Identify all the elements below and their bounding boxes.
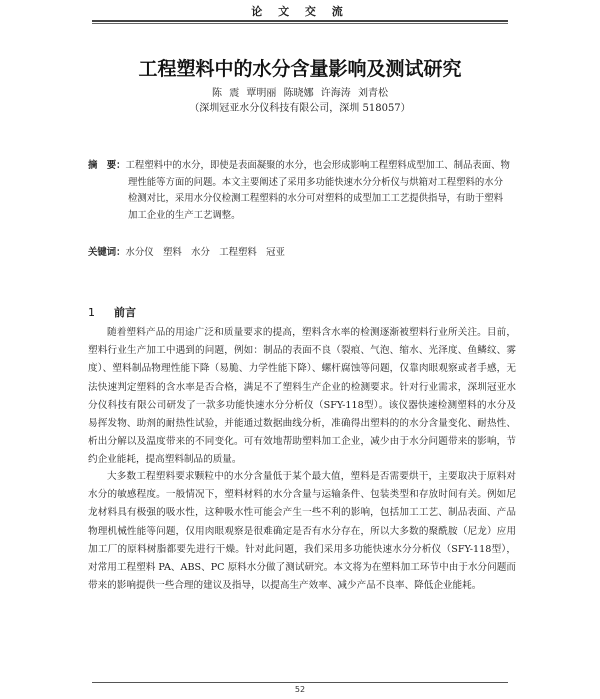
section-number: 1	[88, 306, 95, 319]
keywords-block	[88, 244, 512, 258]
body-paragraph: 大多数工程塑料要求颗粒中的水分含量低于某个最大值，塑料是否需要烘干，主要取决于原料对水分的敏感程度。一般情况下，塑料材料的水分含量与运输条件、包装类型和存放时间有关。例如尼龙材料具有极强的吸水性，这种吸水性可能会产生一些不利的影响，包括加工工艺、制品表面、产品物理机械性能等问题，仅用肉眼观察是很难确定是否有水分存在，所以大多数的聚酰胺（尼龙）应用加工厂的原料树脂都要先进行干燥。针对此问题，我们采用多功能快速水分分析仪（SFY-118型），对常用工程塑料 PA、ABS、PC 原料水分做了测试研究。本文将为在塑料加工环节中由于水分问题而带来的影响提供一些合理的建议及指导，以提高生产效率、减少产品不良率、降低企业能耗。	[88, 471, 516, 592]
abstract-text: 工程塑料中的水分，即使是表面凝聚的水分，也会形成影响工程塑料成型加工、制品表面、物理性能等方面的问题。本文主要阐述了采用多功能快速水分分析仪与烘箱对工程塑料的水分检测对比，采用水分仪检测工程塑料的水分可对塑料的成型加工工艺提供指导，有助于塑料加工企业的生产工艺调整。	[125, 160, 510, 221]
paper-title: 工程塑料中的水分含量影响及测试研究	[138, 58, 462, 80]
journal-section-label: 论 文 交 流	[251, 5, 349, 18]
abstract-label: 摘 要：	[88, 160, 126, 171]
header-rule-thin	[92, 23, 508, 24]
keywords-label: 关键词：	[88, 247, 126, 258]
body-paragraph: 随着塑料产品的用途广泛和质量要求的提高，塑料含水率的检测逐渐被塑料行业所关注。目前，塑料行业生产加工中遇到的问题，例如：制品的表面不良（裂痕、气泡、缩水、光泽度、鱼鳞纹、雾度）、塑料制品物理性能下降（易脆、力学性能下降）、螺杆腐蚀等问题，仅靠肉眼观察或者手感，无法快速判定塑料的含水率是否合格，满足不了塑料生产企业的检测要求。针对行业需求，深圳冠亚水分仪科技有限公司研发了一款多功能快速水分分析仪（SFY-118型）。该仪器快速检测塑料的水分及易挥发物、助剂的耐热性试验，并能通过数据曲线分析，准确得出塑料的的水分含量变化、耐热性、析出分解以及温度带来的不同变化。可有效地帮助塑料加工企业，减少由于水分问题带来的影响，节约企业能耗，提高塑料制品的质量。	[88, 327, 516, 466]
running-header	[92, 0, 508, 22]
section-title: 前言	[114, 306, 136, 319]
author-affiliation: （深圳冠亚水分仪科技有限公司，深圳 518057）	[189, 103, 411, 114]
abstract-block	[88, 158, 512, 224]
abstract-body	[88, 158, 512, 224]
author-list: 陈 震 覃明丽 陈晓娜 许海涛 刘青松	[212, 88, 388, 99]
footer-rule	[92, 682, 508, 683]
keywords-text: 水分仪 塑料 水分 工程塑料 冠亚	[125, 247, 285, 258]
page-number: 52	[294, 685, 306, 694]
header-rule	[92, 20, 508, 22]
section-heading	[88, 304, 136, 320]
